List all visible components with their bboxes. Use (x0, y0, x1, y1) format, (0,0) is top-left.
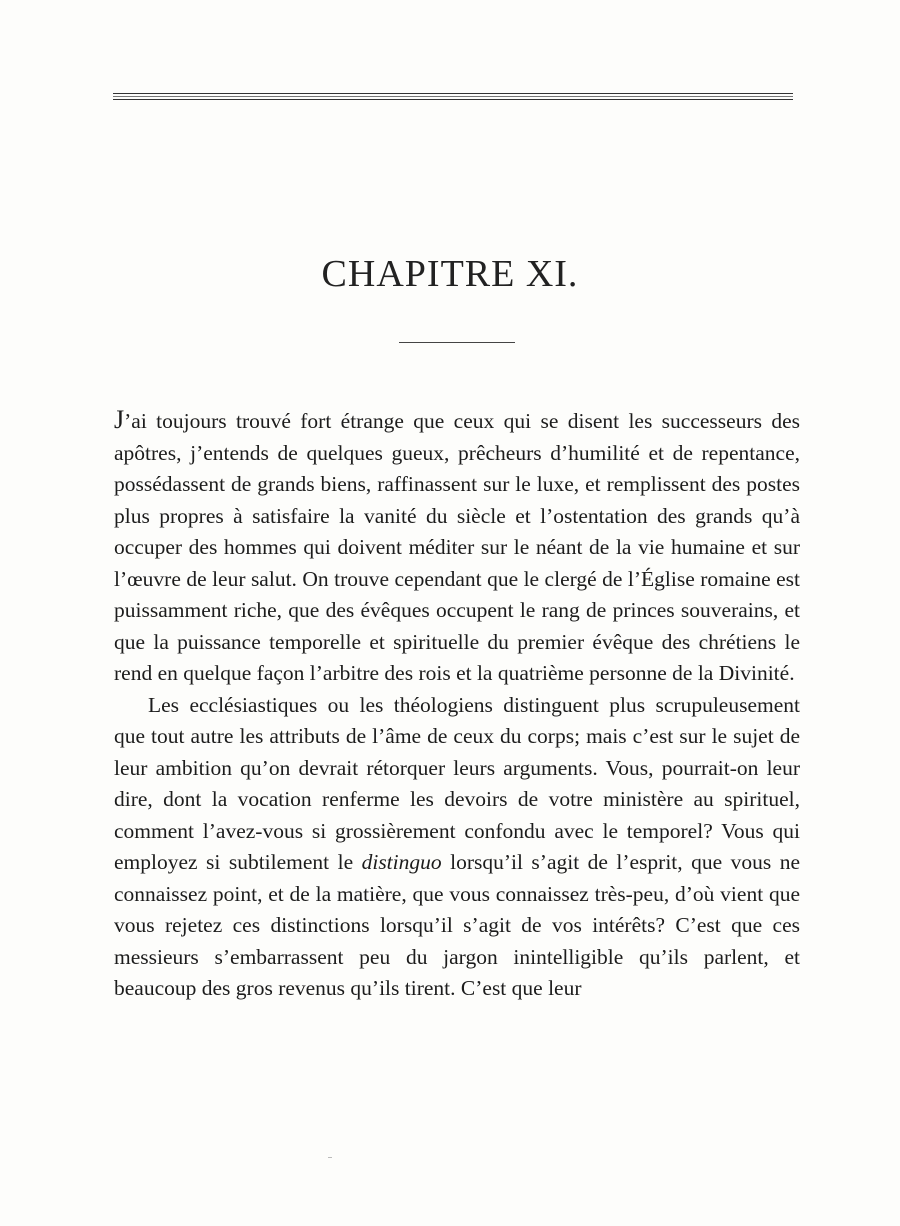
paragraph-2-text-before: Les ecclésiastiques ou les théologiens distinguent plus scrupuleusement que tout autre les attributs de l’âme de ceux du corps; mais c’est sur le sujet de leur ambition qu’on devrait rétorquer leurs arguments. Vous, pourrait-on leur dire, dont la vocation renferme les devoirs de votre ministère au spirituel, comment l’avez-vous si grossièrement confondu avec le temporel? Vous qui employez si subtilement le (114, 692, 800, 874)
paragraph-1 (114, 406, 800, 690)
italic-term: distinguo (361, 850, 442, 874)
title-underline-rule (399, 342, 515, 343)
drop-cap: J (114, 405, 125, 434)
header-double-rule (113, 93, 793, 100)
page-speck (328, 1157, 332, 1158)
paragraph-1-text: ’ai toujours trouvé fort étrange que ceux qui se disent les successeurs des apôtres, j’entends de quelques gueux, prêcheurs d’humilité et de repentance, possédassent de grands biens, raffinassent sur le luxe, et remplissent des postes plus propres à satisfaire la vanité du siècle et l’ostentation des grands qu’à occuper des hommes qui doivent méditer sur le néant de la vie humaine et sur l’œuvre de leur salut. On trouve cependant que le clergé de l’Église romaine est puissamment riche, que des évêques occupent le rang de princes souverains, et que la puissance temporelle et spirituelle du premier évêque des chrétiens le rend en quelque façon l’arbitre des rois et la quatrième personne de la Divinité. (114, 409, 800, 685)
body-text (114, 406, 800, 1005)
paragraph-2 (114, 690, 800, 1005)
paragraph-2-text-after: lorsqu’il s’agit de l’esprit, que vous ne connaissez point, et de la matière, que vous connaissez très-peu, d’où vient que vous rejetez ces distinctions lorsqu’il s’agit de vos intérêts? C’est que ces messieurs s’embarrassent peu du jargon inintelligible qu’ils parlent, et beaucoup des gros revenus qu’ils tirent. C’est que leur (114, 850, 800, 1000)
chapter-title: CHAPITRE XI. (321, 253, 579, 295)
